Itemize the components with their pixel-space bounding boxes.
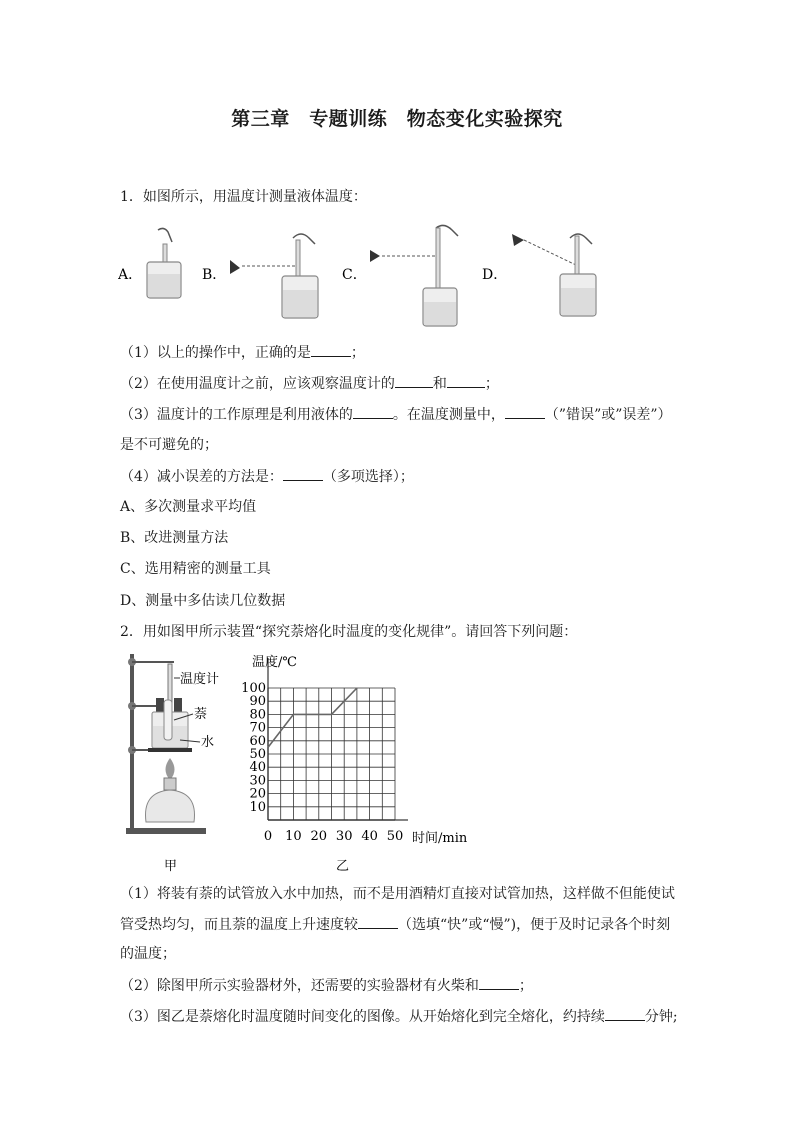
- q1-choice-c: C、选用精密的测量工具: [120, 561, 271, 577]
- x-tick-label: 40: [361, 829, 378, 844]
- option-c-label: C．: [342, 267, 367, 283]
- y-tick-label: 80: [249, 707, 266, 723]
- q2-apparatus-figure: [118, 650, 248, 875]
- answer-blank[interactable]: [358, 914, 398, 929]
- flame-icon: [166, 758, 175, 780]
- y-tick-label: 70: [249, 720, 266, 736]
- q1-sub3-cont: 是不可避免的；: [120, 437, 218, 453]
- y-tick-label: 50: [249, 747, 266, 762]
- page-title: 第三章 专题训练 物态变化实验探究: [231, 108, 563, 130]
- q2-sub1-end: 的温度；: [120, 946, 176, 962]
- y-tick-label: 30: [249, 773, 266, 789]
- q1-choice-a: A、多次测量求平均值: [120, 499, 257, 515]
- alcohol-lamp-icon: [146, 790, 195, 822]
- answer-blank[interactable]: [353, 404, 393, 419]
- x-tick-label: 30: [335, 829, 353, 844]
- label-thermometer: 温度计: [180, 672, 220, 687]
- series-line: [268, 688, 357, 747]
- q2-sub2: （2）除图甲所示实验器材外，还需要的实验器材有火柴和 ；: [120, 975, 533, 996]
- y-tick-label: 20: [249, 786, 266, 802]
- q1-sub3: （3）温度计的工作原理是利用液体的 。在温度测量中， （”错误”或”误差”）: [120, 404, 672, 425]
- chart-ylabel: 温度/℃: [252, 655, 297, 670]
- y-tick-label: 10: [249, 799, 266, 815]
- answer-blank[interactable]: [505, 404, 545, 419]
- option-a-figure: [147, 228, 181, 298]
- option-a-label: A．: [118, 267, 143, 283]
- melting-chart: [240, 652, 480, 874]
- chart-grid: [268, 658, 408, 820]
- option-d-figure: [512, 234, 596, 316]
- q1-thermometer-figures: [118, 222, 618, 330]
- x-tick-label: 0: [263, 829, 273, 844]
- y-tick-label: 100: [241, 681, 266, 696]
- x-tick-label: 50: [386, 829, 404, 844]
- eye-icon: [512, 234, 524, 246]
- q1-sub2: （2）在使用温度计之前，应该观察温度计的 和 ；: [120, 373, 499, 394]
- q1-stem: 1．如图所示，用温度计测量液体温度：: [120, 189, 367, 205]
- option-d-label: D．: [482, 267, 508, 283]
- answer-blank[interactable]: [395, 373, 433, 388]
- fig-yi-label: 乙: [336, 859, 350, 874]
- label-naphthalene: 萘: [194, 707, 208, 722]
- option-c-figure: [370, 225, 458, 326]
- answer-blank[interactable]: [283, 466, 323, 481]
- chart-series: [268, 688, 357, 747]
- q2-sub1-cont: 管受热均匀，而且萘的温度上升速度较 （选填“快”或“慢”)，便于及时记录各个时刻: [120, 914, 670, 935]
- q1-sub4: （4）减小误差的方法是： （多项选择）；: [120, 466, 414, 487]
- answer-blank[interactable]: [447, 373, 485, 388]
- y-tick-label: 40: [249, 760, 266, 776]
- x-tick-label: 20: [310, 829, 328, 844]
- chart-xlabel: 时间/min: [412, 831, 468, 846]
- q1-choice-b: B、改进测量方法: [120, 530, 229, 546]
- label-water: 水: [201, 735, 215, 750]
- q2-stem: 2．用如图甲所示装置“探究萘熔化时温度的变化规律”。请回答下列问题：: [120, 624, 578, 640]
- eye-icon: [230, 260, 240, 274]
- x-tick-label: 10: [285, 829, 302, 844]
- y-tick-label: 60: [249, 733, 266, 749]
- answer-blank[interactable]: [479, 975, 519, 990]
- option-b-figure: [230, 234, 318, 318]
- y-tick-label: 90: [249, 694, 266, 710]
- q2-sub3: （3）图乙是萘熔化时温度随时间变化的图像。从开始熔化到完全熔化，约持续 分钟;: [120, 1006, 678, 1027]
- answer-blank[interactable]: [605, 1006, 645, 1021]
- answer-blank[interactable]: [311, 342, 351, 357]
- fig-jia-label: 甲: [164, 859, 178, 874]
- option-b-label: B．: [202, 267, 227, 283]
- q1-sub1: （1）以上的操作中，正确的是 ；: [120, 342, 365, 363]
- eye-icon: [370, 250, 380, 262]
- q2-sub1: （1）将装有萘的试管放入水中加热，而不是用酒精灯直接对试管加热，这样做不但能使试: [120, 886, 675, 902]
- q1-choice-d: D、测量中多估读几位数据: [120, 593, 286, 609]
